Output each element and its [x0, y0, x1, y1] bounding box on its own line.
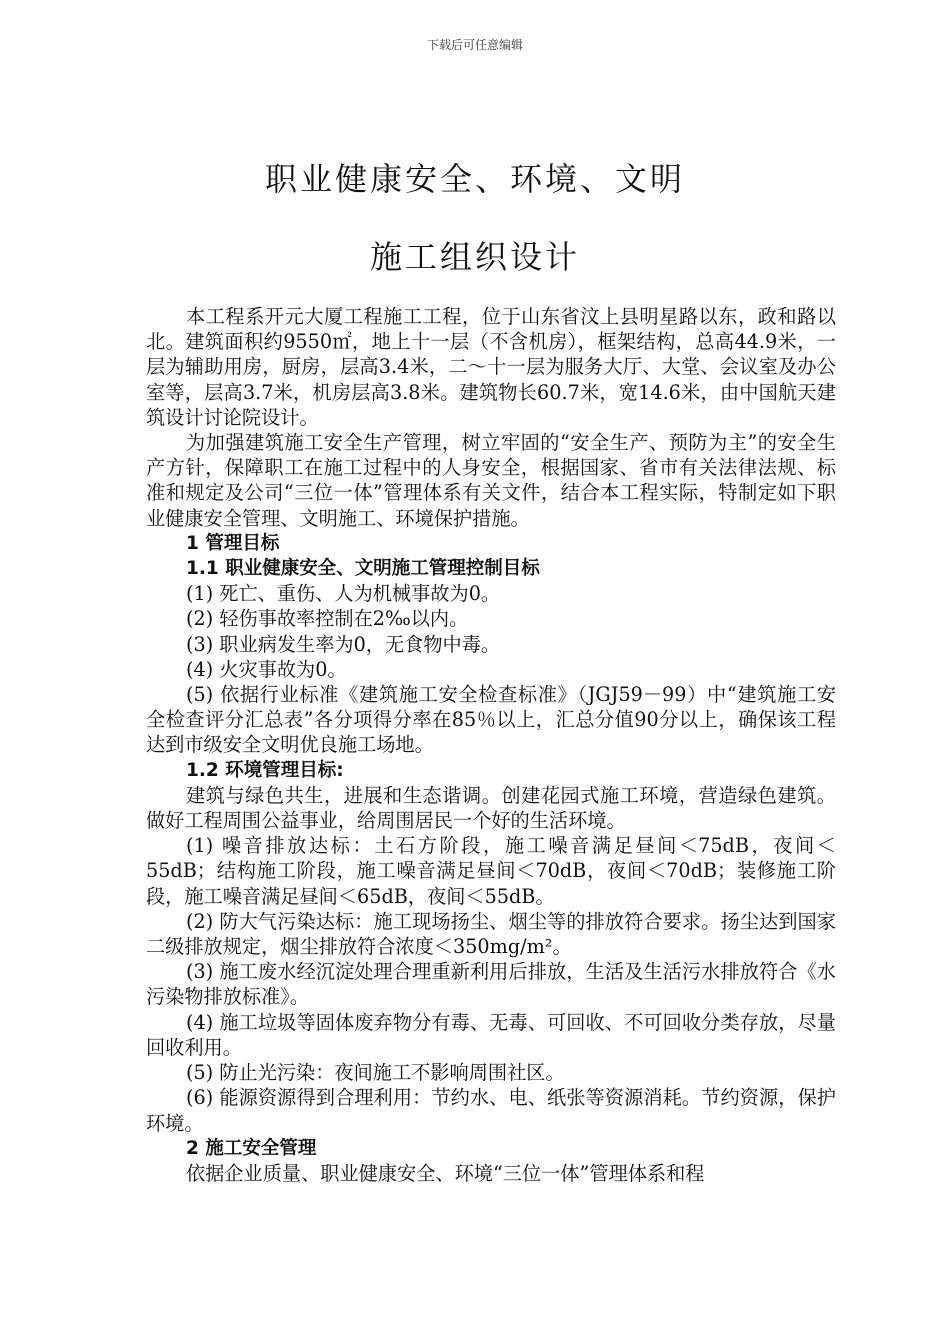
document-body: [146, 304, 836, 1186]
list-item: (2) 防大气污染达标：施工现场扬尘、烟尘等的排放符合要求。扬尘达到国家二级排放规定，烟尘排放符合浓度＜350mg/m²。: [146, 909, 836, 959]
list-item: (2) 轻伤事故率控制在2‰以内。: [186, 607, 469, 631]
list-item: (5) 防止光污染：夜间施工不影响周围社区。: [186, 1061, 565, 1085]
document-title-line2: 施工组织设计: [369, 238, 580, 276]
section-heading-2: 2 施工安全管理: [186, 1137, 317, 1159]
list-item: (4) 施工垃圾等固体废弃物分有毒、无毒、可回收、不可回收分类存放，尽量回收利用。: [146, 1010, 836, 1059]
list-item: (5) 依据行业标准《建筑施工安全检查标准》（JGJ59－99）中“建筑施工安全检查评分汇总表”各分项得分率在85％以上，汇总分值90分以上，确保该工程达到市级安全文明优良施工场地。: [146, 683, 836, 757]
paragraph-intro-1: 本工程系开元大厦工程施工工程，位于山东省汶上县明星路以东，政和路以北。建筑面积约9550㎡，地上十一层（不含机房），框架结构，总高44.9米，一层为辅助用房，厨房，层高3.4米，二～十一层为服务大厅、大堂、会议室及办公室等，层高3.7米，机房层高3.8米。建筑物长60.7米，宽14.6米，由中国航天建筑设计讨论院设计。: [146, 305, 836, 429]
list-item: (6) 能源资源得到合理利用：节约水、电、纸张等资源消耗。节约资源，保护环境。: [146, 1086, 836, 1135]
list-item: (3) 施工废水经沉淀处理合理重新利用后排放，生活及生活污水排放符合《水污染物排放标准》。: [146, 960, 836, 1009]
paragraph-intro-2: 为加强建筑施工安全生产管理，树立牢固的“安全生产、预防为主”的安全生产方针，保障职工在施工过程中的人身安全，根据国家、省市有关法律法规、标准和规定及公司“三位一体”管理体系有关文件，结合本工程实际，特制定如下职业健康安全管理、文明施工、环境保护措施。: [146, 431, 836, 530]
page-header: 下载后可任意编辑: [426, 38, 523, 52]
paragraph: 依据企业质量、职业健康安全、环境“三位一体”管理体系和程: [186, 1161, 705, 1185]
document-title-line1: 职业健康安全、环境、文明: [264, 160, 685, 198]
section-heading-1-2: 1.2 环境管理目标:: [186, 759, 344, 781]
list-item: (4) 火灾事故为0。: [186, 657, 347, 681]
section-heading-1-1: 1.1 职业健康安全、文明施工管理控制目标: [186, 558, 540, 580]
list-item: (1) 死亡、重伤、人为机械事故为0。: [186, 582, 501, 606]
list-item: (3) 职业病发生率为0，无食物中毒。: [186, 632, 501, 656]
paragraph: 建筑与绿色共生，进展和生态谐调。创建花园式施工环境，营造绿色建筑。做好工程周围公益事业，给周围居民一个好的生活环境。: [146, 783, 836, 833]
section-heading-1: 1 管理目标: [186, 532, 280, 554]
list-item: (1) 噪音排放达标：土石方阶段，施工噪音满足昼间＜75dB，夜间＜55dB；结构施工阶段，施工噪音满足昼间＜70dB，夜间＜70dB；装修施工阶段，施工噪音满足昼间＜65dB，夜间＜55dB。: [146, 834, 836, 908]
